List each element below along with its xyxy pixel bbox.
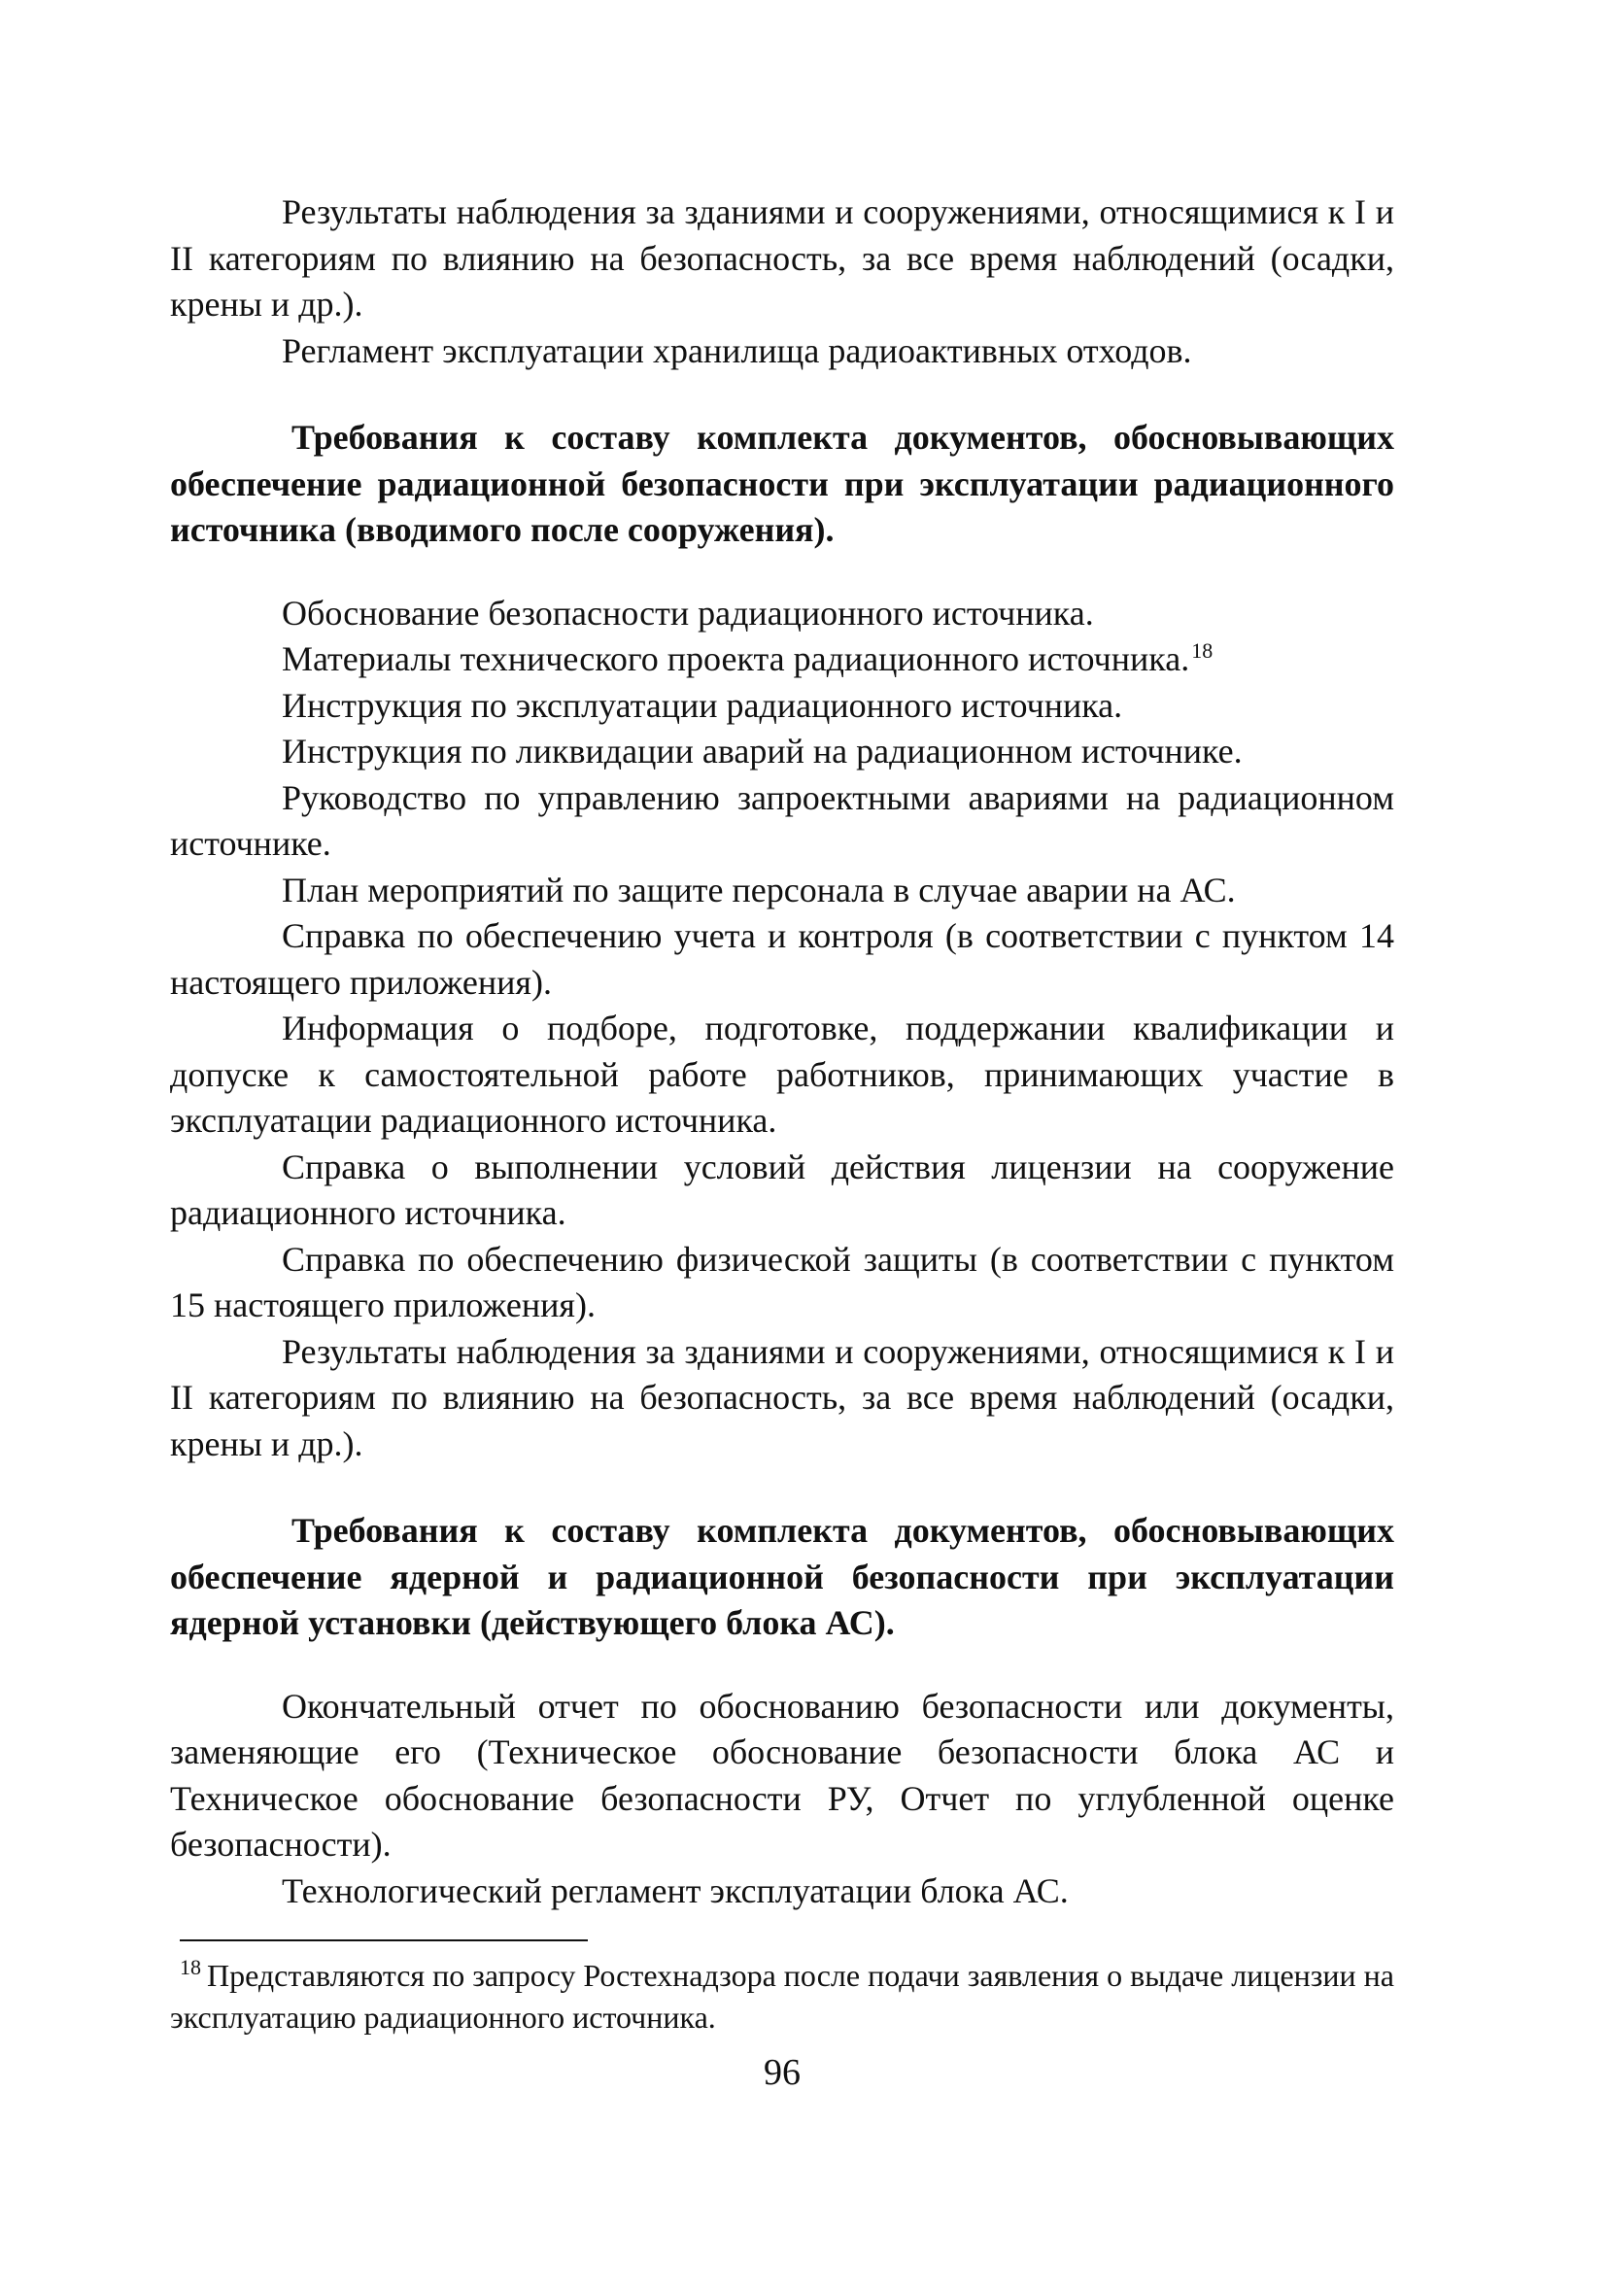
section-1-heading: Требования к составу комплекта документов, обосновывающих обеспечение радиационной безопасности при эксплуатации радиационного источника (вводимого после сооружения). [170,418,1394,549]
document-page [170,189,1394,2097]
section-2-heading: Требования к составу комплекта документов, обосновывающих обеспечение ядерной и радиационной безопасности при эксплуатации ядерной установки (действующего блока АС). [170,1511,1394,1642]
section-1-item-1: Обоснование безопасности радиационного источника. [282,593,1094,633]
footnote-text: Представляются по запросу Ростехнадзора после подачи заявления о выдаче лицензии на эксплуатацию радиационного источника. [170,1958,1394,2035]
footnote-divider [180,1939,588,1941]
intro-paragraph-1: Результаты наблюдения за зданиями и сооружениями, относящимися к I и II категориям по влиянию на безопасность, за все время наблюдений (осадки, крены и др.). [170,192,1394,324]
footnote [170,1955,1394,2039]
page-number: 96 [764,2052,801,2093]
section-1-item-11: Результаты наблюдения за зданиями и сооружениями, относящимися к I и II категориям по влиянию на безопасность, за все время наблюдений (осадки, крены и др.). [170,1331,1394,1463]
section-1-item-7: Справка по обеспечению учета и контроля (в соответствии с пунктом 14 настоящего приложения). [170,916,1394,1002]
footnote-reference: 18 [1191,638,1214,663]
section-1-item-4: Инструкция по ликвидации аварий на радиационном источнике. [282,732,1243,771]
footnote-number: 18 [180,1955,201,1980]
section-1-item-6: План мероприятий по защите персонала в случае аварии на АС. [282,870,1236,909]
section-1-item-3: Инструкция по эксплуатации радиационного источника. [282,685,1123,725]
section-1-item-10: Справка по обеспечению физической защиты (в соответствии с пунктом 15 настоящего приложения). [170,1239,1394,1324]
section-2-item-1: Окончательный отчет по обоснованию безопасности или документы, заменяющие его (Техническое обоснование безопасности блока АС и Техническое обоснование безопасности РУ, Отчет по углубленной оценке безопасности). [170,1686,1394,1864]
section-1-item-2 [170,636,1394,683]
intro-paragraph-2: Регламент эксплуатации хранилища радиоактивных отходов. [282,330,1192,370]
section-2-item-2: Технологический регламент эксплуатации блока АС. [282,1870,1069,1910]
section-1-item-5: Руководство по управлению запроектными авариями на радиационном источнике. [170,777,1394,863]
section-1-item-9: Справка о выполнении условий действия лицензии на сооружение радиационного источника. [170,1147,1394,1232]
section-1-item-2-text: Материалы технического проекта радиационного источника. [282,639,1190,678]
section-1-item-8: Информация о подборе, подготовке, поддержании квалификации и допуске к самостоятельной работе работников, принимающих участие в эксплуатации радиационного источника. [170,1009,1394,1140]
